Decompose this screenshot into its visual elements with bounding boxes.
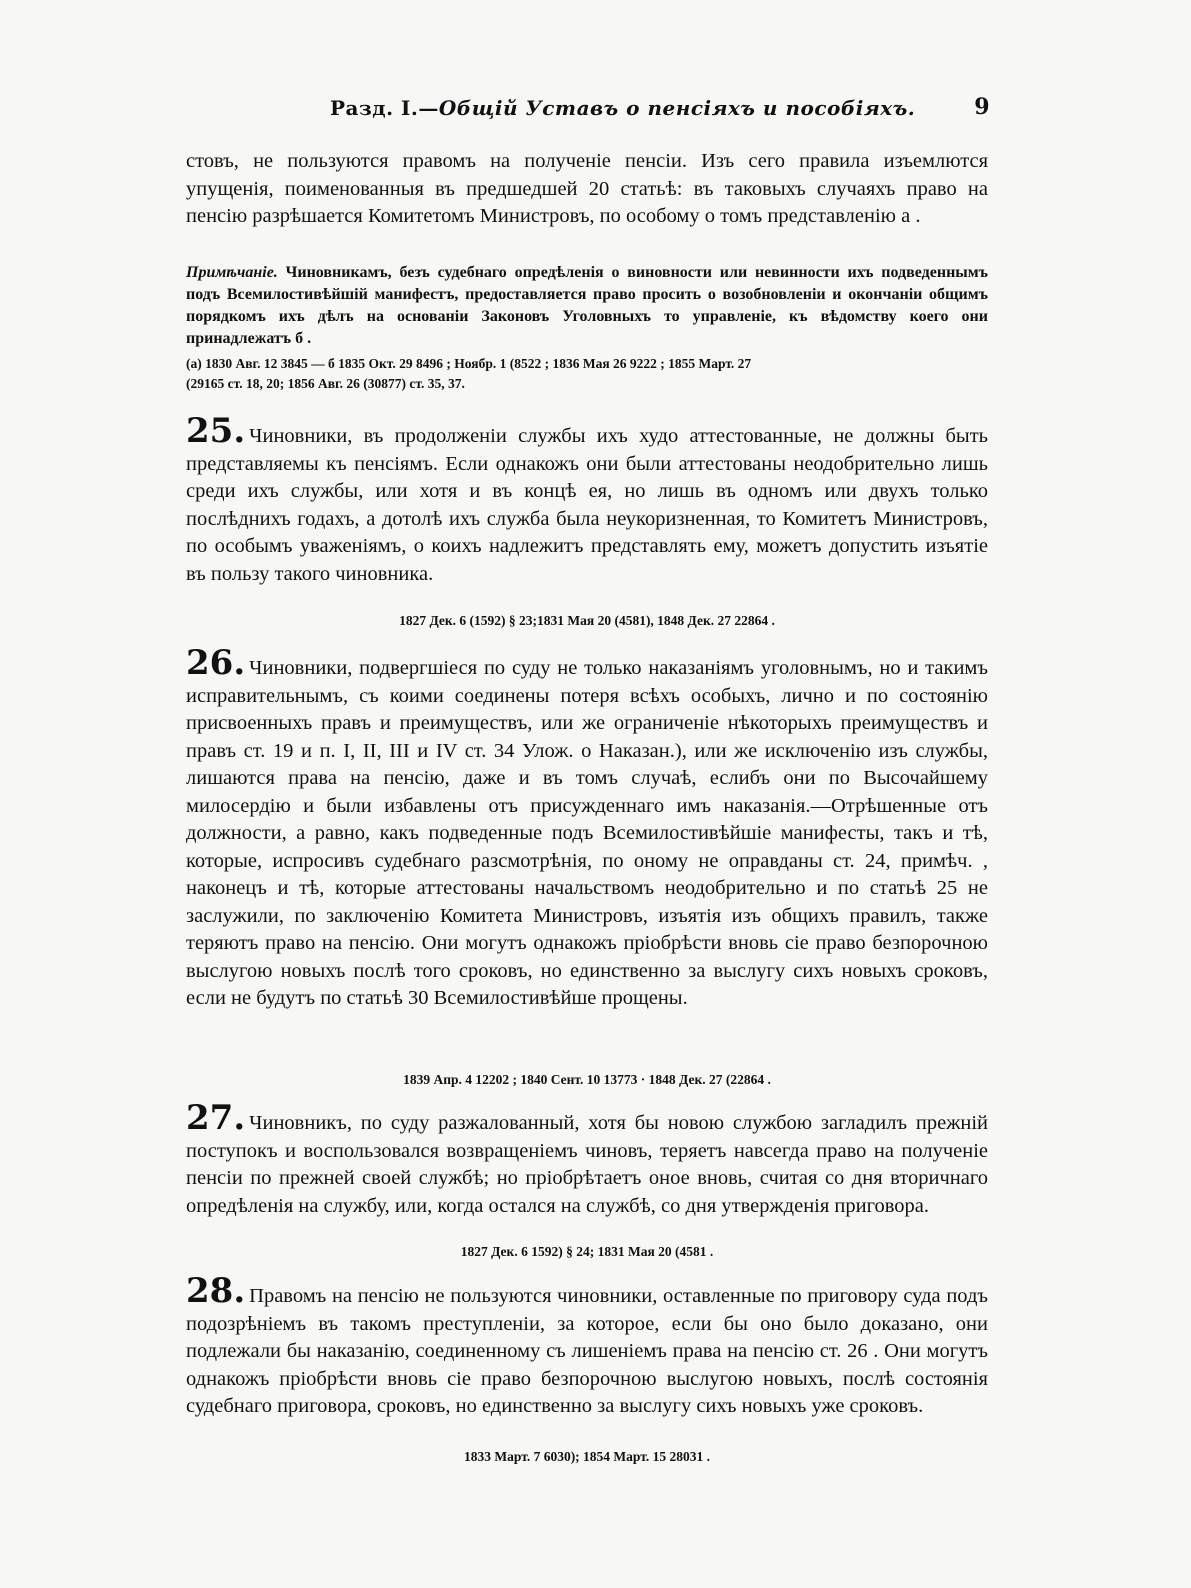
article-text: Чиновники, подвергшіеся по суду не только наказаніямъ уголовнымъ, но и такимъ исправительнымъ, съ коими соединены потеря всѣхъ особыхъ, лично и по состоянію присвоенныхъ правъ и преимуществъ, или же ограниченіе нѣкоторыхъ преимуществъ и правъ ст. 19 и п. I, II, III и IV ст. 34 Улож. о Наказан.), или же исключенію изъ службы, лишаются права на пенсію, даже и въ томъ случаѣ, еслибъ они по Высочайшему милосердію и были избавлены отъ присужденнаго имъ наказанія.—Отрѣшенные отъ должности, а равно, какъ подведенные подъ Всемилостивѣйшіе манифесты, такъ и тѣ, которые, испросивъ судебнаго разсмотрѣнія, по оному не оправданы ст. 24, примѣч. , наконецъ и тѣ, которые аттестованы начальствомъ неодобрительно и по статьѣ 25 не заслужили, по заключенію Комитета Министровъ, изъятія изъ общихъ правилъ, также теряютъ право на пенсію. Они могутъ однакожъ пріобрѣсти вновь сіе право безпорочною выслугою новыхъ послѣ того сроковъ, но единственно за выслугу сихъ новыхъ сроковъ, если не будутъ по статьѣ 30 Всемилостивѣйше прощены. <box>186 657 988 1009</box>
note-text: Чиновникамъ, безъ судебнаго опредѣленія о виновности или невинности ихъ подведеннымъ подъ Всемилостивѣйшій манифестъ, предоставляется право просить о возобновленіи и окончаніи общимъ порядкомъ ихъ дѣлъ на основаніи Законовъ Уголовныхъ то управленіе, къ вѣдомству коего они принадлежатъ б . <box>186 264 989 347</box>
note-lead: Примѣчаніе. <box>186 264 278 281</box>
article-25-citation: 1827 Дек. 6 (1592) § 23;1831 Мая 20 (4581), 1848 Дек. 27 22864 . <box>399 613 775 628</box>
article-27-citation: 1827 Дек. 6 1592) § 24; 1831 Мая 20 (4581 . <box>460 1244 714 1259</box>
article-26-citation: 1839 Апр. 4 12202 ; 1840 Сент. 10 13773 · 1848 Дек. 27 (22864 . <box>403 1072 771 1087</box>
article-28 <box>186 1271 988 1421</box>
article-28-citation: 1833 Март. 7 6030); 1854 Март. 15 28031 . <box>464 1449 710 1464</box>
article-number: 26. <box>186 643 246 683</box>
article-26 <box>186 643 988 1013</box>
footnote-line-2: (29165 ст. 18, 20; 1856 Авг. 26 (30877) ст. 35, 37. <box>186 376 465 391</box>
article-number: 25. <box>186 411 246 451</box>
running-header <box>185 92 990 132</box>
intro-paragraph: стовъ, не пользуются правомъ на полученіе пенсіи. Изъ сего правила изъемлются упущенія, поименованныя въ предшедшей 20 статьѣ: въ таковыхъ случаяхъ право на пенсію разрѣшается Комитетомъ Министровъ, по особому о томъ представленію а . <box>186 150 988 227</box>
article-text: Чиновники, въ продолженіи службы ихъ худо аттестованные, не должны быть представляемы къ пенсіямъ. Если однакожъ они были аттестованы неодобрительно лишь среди ихъ службы, или хотя и въ концѣ ея, но лишь въ одномъ или двухъ только послѣднихъ годахъ, а дотолѣ ихъ служба была неукоризненная, то Комитетъ Министровъ, по особымъ уваженіямъ, о коихъ надлежитъ представлять ему, можетъ допустить изъятіе въ пользу такого чиновника. <box>186 425 988 585</box>
footnote-references <box>186 354 988 394</box>
header-title <box>330 96 915 120</box>
header-title-text: Общій Уставъ о пенсіяхъ и пособіяхъ. <box>438 96 916 120</box>
article-25 <box>186 411 988 588</box>
article-text: Правомъ на пенсію не пользуются чиновники, оставленные по приговору суда подъ подозрѣніемъ въ такомъ преступленіи, за которое, если бы оно было доказано, они подлежали бы наказанію, соединенному съ лишеніемъ права на пенсію ст. 26 . Они могутъ однакожъ пріобрѣсти вновь сіе право безпорочною выслугою новыхъ, послѣ состоянія судебнаго приговора, сроковъ, но единственно за выслугу сихъ новыхъ уже сроковъ. <box>186 1285 988 1417</box>
page-number: 9 <box>974 94 990 120</box>
article-number: 28. <box>186 1271 246 1311</box>
footnote-line-1: (а) 1830 Авг. 12 3845 — б 1835 Окт. 29 8496 ; Ноябр. 1 (8522 ; 1836 Мая 26 9222 ; 1855 Март. 27 <box>186 356 752 371</box>
header-section: Разд. I.— <box>330 96 439 120</box>
article-27 <box>186 1098 988 1220</box>
article-number: 27. <box>186 1098 246 1138</box>
note-paragraph <box>186 262 988 350</box>
article-text: Чиновникъ, по суду разжалованный, хотя бы новою службою загладилъ прежній поступокъ и воспользовался возвращеніемъ чиновъ, теряетъ навсегда право на полученіе пенсіи по прежней своей службѣ; но пріобрѣтаетъ оное вновь, считая со дня вторичнаго опредѣленія на службу, или, когда остался на службѣ, со дня утвержденія приговора. <box>186 1112 988 1217</box>
